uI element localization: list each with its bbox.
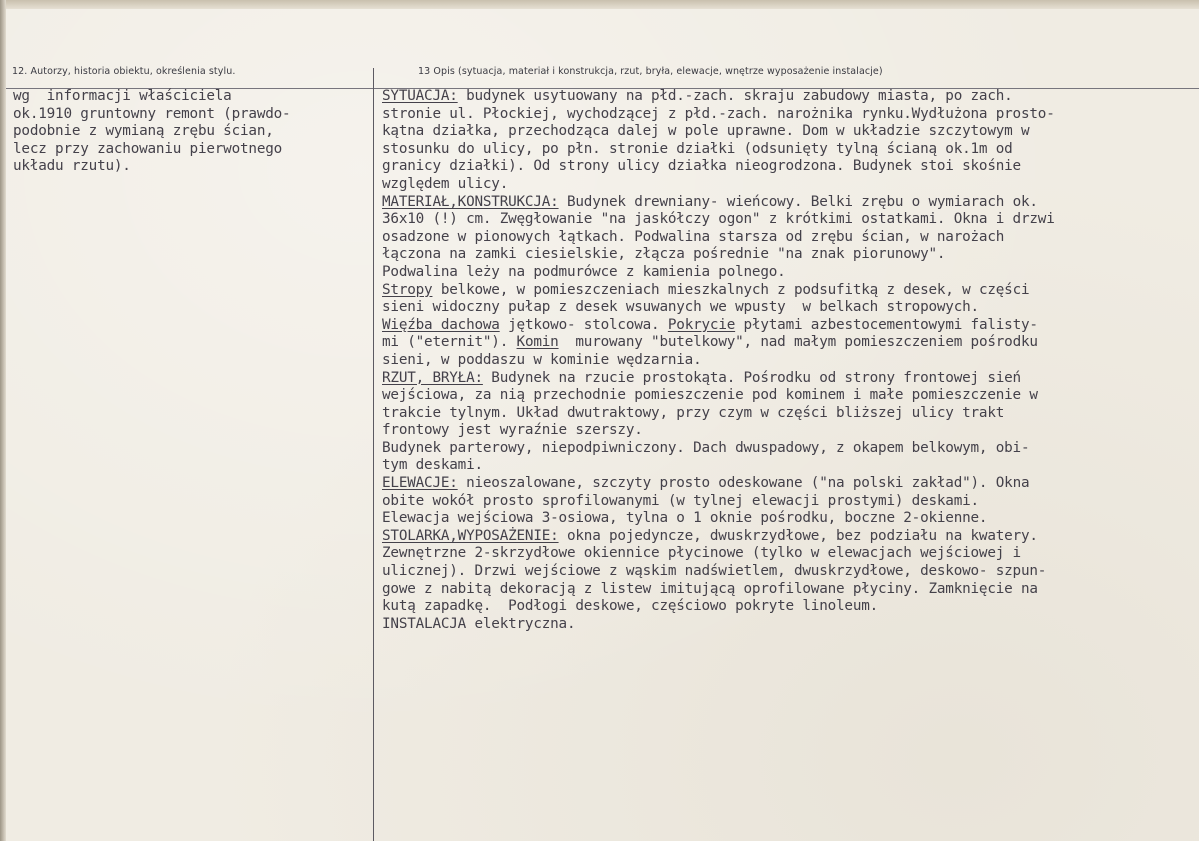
text-run: łączona na zamki ciesielskie, złącza pośrednie "na znak piorunowy". [382,246,946,263]
text-line [382,457,1192,475]
text-run: mi ("eternit"). [382,334,517,351]
text-line [382,194,1192,212]
column-divider [373,68,374,841]
text-line [382,141,1192,159]
text-run: gowe z nabitą dekoracją z listew imitującą oprofilowane płyciny. Zamknięcie na [382,580,1038,597]
paper-left-edge [0,0,6,841]
text-run: sieni, w poddaszu w kominie wędzarnia. [382,351,702,368]
text-run: belkowe, w pomieszczeniach mieszkalnych z podsufitką z desek, w części [432,281,1030,298]
description-text [382,88,1192,633]
text-line: lecz przy zachowaniu pierwotnego [13,140,283,157]
text-line [382,563,1192,581]
section-heading: Stropy [382,281,433,298]
text-line: podobnie z wymianą zrębu ścian, [13,123,274,140]
text-run: Budynek na rzucie prostokąta. Pośrodku od strony frontowej sień [482,369,1021,386]
text-line [382,317,1192,335]
text-run: budynek usytuowany na płd.-zach. skraju zabudowy miasta, po zach. [457,88,1013,104]
text-line [382,352,1192,370]
section-heading: STOLARKA,WYPOSAŻENIE: [382,527,559,544]
text-line: wg informacji właściciela [13,88,232,104]
text-run: obite wokół prosto sprofilowanymi (w tylnej elewacji prostymi) deskami. [382,492,979,509]
text-line [382,581,1192,599]
text-run: trakcie tylnym. Układ dwutraktowy, przy czym w części bliższej ulicy trakt [382,404,1005,421]
text-run: sieni widoczny pułap z desek wsuwanych we wpusty w belkach stropowych. [382,299,979,316]
section-heading: RZUT, BRYŁA: [382,369,483,386]
text-run: murowany "butelkowy", nad małym pomieszczeniem pośrodku [558,334,1038,351]
text-run: okna pojedyncze, dwuskrzydłowe, bez podziału na kwatery. [558,527,1038,544]
text-line [382,176,1192,194]
text-line [382,88,1192,106]
text-line [382,246,1192,264]
text-run: granicy działki). Od strony ulicy działka nieogrodzona. Budynek stoi skośnie [382,158,1021,175]
text-run: nieoszalowane, szczyty prosto odeskowane ("na polski zakład"). Okna [457,475,1030,492]
text-run: Zewnętrzne 2-skrzydłowe okiennice płycinowe (tylko w elewacjach wejściowej i [382,545,1021,562]
section-heading: MATERIAŁ,KONSTRUKCJA: [382,193,559,210]
section-heading: Więźba dachowa [382,316,500,333]
text-line [382,123,1192,141]
text-run: płytami azbestocementowymi falisty- [735,316,1038,333]
text-run: Budynek parterowy, niepodpiwniczony. Dach dwuspadowy, z okapem belkowym, obi- [382,439,1030,456]
text-line: układu rzutu). [13,158,131,175]
section-heading: ELEWACJE: [382,475,458,492]
text-line [382,387,1192,405]
section-heading: SYTUACJA: [382,88,458,104]
text-run: względem ulicy. [382,175,509,192]
text-run: wejściowa, za nią przechodnie pomieszczenie pod kominem i małe pomieszczenie w [382,387,1038,404]
text-line [382,370,1192,388]
text-line [382,229,1192,247]
paper-top-edge [0,0,1199,9]
text-run: Podwalina leży na podmurówce z kamienia polnego. [382,263,786,280]
text-run: 36x10 (!) cm. Zwęgłowanie "na jaskółczy ogon" z krótkimi ostatkami. Okna i drzwi [382,211,1055,228]
text-line [382,528,1192,546]
text-line [382,493,1192,511]
text-run: osadzone w pionowych łątkach. Podwalina starsza od zrębu ścian, w narożach [382,228,1005,245]
section-12-header: 12. Autorzy, historia obiektu, określenia stylu. [12,66,236,77]
text-line [382,475,1192,493]
text-run: kątna działka, przechodząca dalej w pole uprawne. Dom w układzie szczytowym w [382,123,1030,140]
text-run: frontowy jest wyraźnie szerszy. [382,422,643,439]
text-run: kutą zapadkę. Podłogi deskowe, częściowo pokryte linoleum. [382,598,879,615]
text-line [382,282,1192,300]
text-line [382,545,1192,563]
text-run: jętkowo- stolcowa. [499,316,668,333]
text-line: ok.1910 gruntowny remont (prawdo- [13,105,291,122]
text-line [382,616,1192,634]
text-line [382,440,1192,458]
text-line [382,264,1192,282]
text-run: stronie ul. Płockiej, wychodzącej z płd.-zach. narożnika rynku.Wydłużona prosto- [382,105,1055,122]
text-run: ulicznej). Drzwi wejściowe z wąskim nadświetlem, dwuskrzydłowe, deskowo- szpun- [382,563,1047,580]
text-line [382,106,1192,124]
text-line [382,299,1192,317]
text-line [382,158,1192,176]
text-run: stosunku do ulicy, po płn. stronie działki (odsunięty tylną ścianą ok.1m od [382,140,1013,157]
section-13-header: 13 Opis (sytuacja, materiał i konstrukcja, rzut, bryła, elewacje, wnętrze wyposażenie instalacje) [418,66,883,77]
section-heading: Komin [516,334,559,351]
text-run: INSTALACJA elektryczna. [382,615,576,632]
text-run: Budynek drewniany- wieńcowy. Belki zrębu o wymiarach ok. [558,193,1038,210]
section-heading: Pokrycie [667,316,736,333]
text-line [382,422,1192,440]
text-run: Elewacja wejściowa 3-osiowa, tylna o 1 oknie pośrodku, boczne 2-okienne. [382,510,988,527]
text-line [382,405,1192,423]
text-run: tym deskami. [382,457,483,474]
text-line [382,598,1192,616]
authors-history-text [13,88,368,176]
text-line [382,211,1192,229]
text-line [382,334,1192,352]
text-line [382,510,1192,528]
